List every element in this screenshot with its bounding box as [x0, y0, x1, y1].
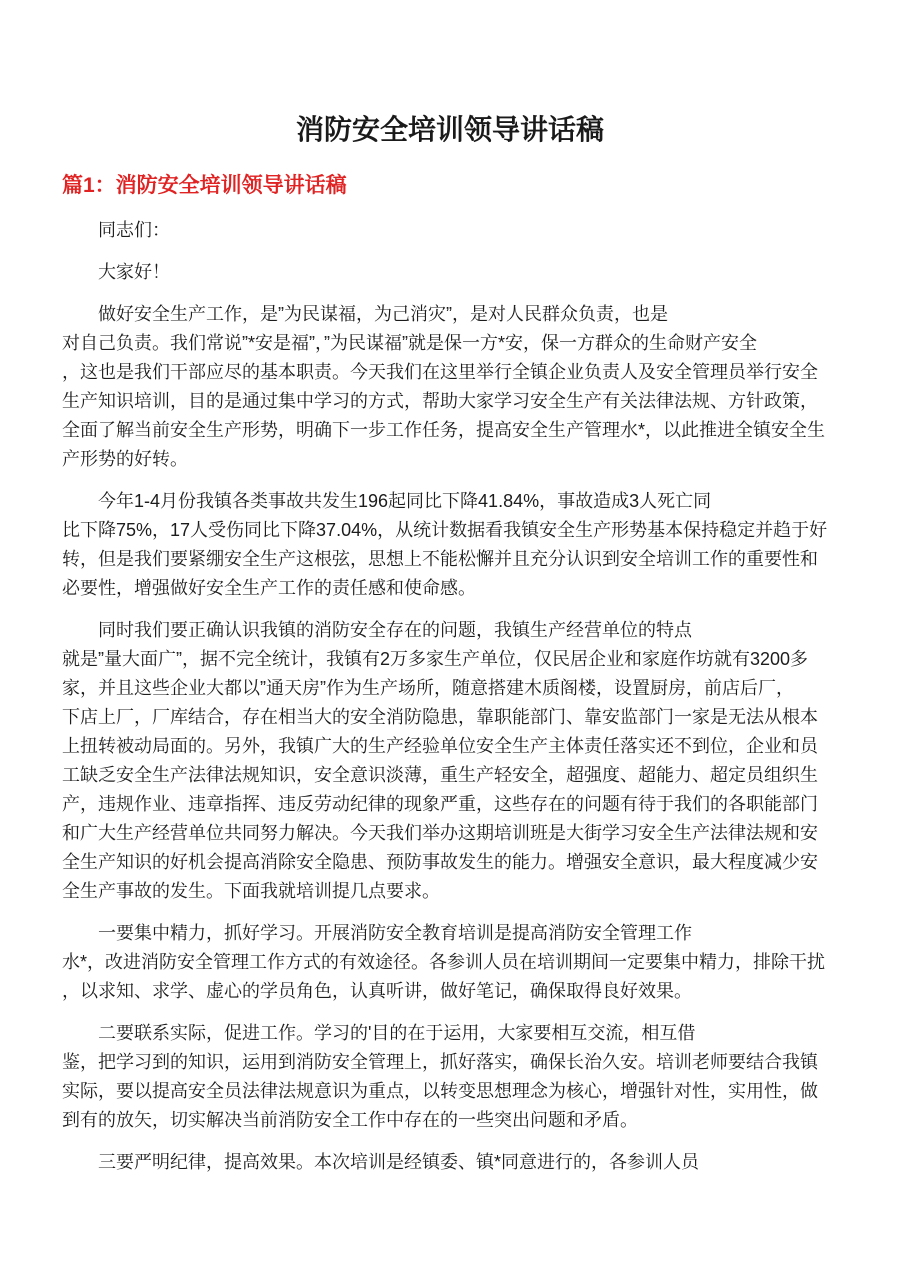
paragraph-line: 一要集中精力，抓好学习。开展消防安全教育培训是提高消防安全管理工作 — [98, 923, 692, 943]
paragraph-line: 家，并且这些企业大都以”通天房”作为生产场所，随意搭建木质阁楼，设置厨房，前店后厂， — [62, 678, 794, 698]
paragraph-line: 大家好！ — [98, 262, 170, 282]
paragraph-line: 实际，要以提高安全员法律法规意识为重点，以转变思想理念为核心，增强针对性，实用性，做 — [62, 1081, 818, 1101]
paragraph-line: 和广大生产经营单位共同努力解决。今天我们举办这期培训班是大街学习安全生产法律法规和安 — [62, 823, 818, 843]
paragraph-line: 转，但是我们要紧绷安全生产这根弦，思想上不能松懈并且充分认识到安全培训工作的重要性和 — [62, 549, 818, 569]
paragraph-line: ，以求知、求学、虚心的学员角色，认真听讲，做好笔记，确保取得良好效果。 — [62, 981, 692, 1001]
paragraph-line: 下店上厂，厂库结合，存在相当大的安全消防隐患，靠职能部门、靠安监部门一家是无法从根本 — [62, 707, 818, 727]
paragraph-line: 鉴，把学习到的知识，运用到消防安全管理上，抓好落实，确保长治久安。培训老师要结合我镇 — [62, 1052, 818, 1072]
paragraph — [62, 616, 838, 906]
paragraph-line: 水*，改进消防安全管理工作方式的有效途径。各参训人员在培训期间一定要集中精力，排除干扰 — [62, 952, 826, 972]
paragraph-line: 全面了解当前安全生产形势，明确下一步工作任务，提高安全生产管理水*，以此推进全镇安全生 — [62, 420, 826, 440]
paragraph-line: 今年1-4月份我镇各类事故共发生196起同比下降41.84%，事故造成3人死亡同 — [98, 491, 712, 511]
paragraph-line: 全生产事故的发生。下面我就培训提几点要求。 — [62, 881, 440, 901]
document-body — [62, 216, 838, 1177]
paragraph — [62, 919, 838, 1006]
paragraph-line: 就是”量大面广”，据不完全统计，我镇有2万多家生产单位，仅民居企业和家庭作坊就有3200多 — [62, 649, 809, 669]
section-heading: 篇1：消防安全培训领导讲话稿 — [62, 174, 347, 197]
paragraph — [62, 1148, 838, 1177]
paragraph-line: 同时我们要正确认识我镇的消防安全存在的问题，我镇生产经营单位的特点 — [98, 620, 692, 640]
paragraph-line: 二要联系实际，促进工作。学习的'目的在于运用，大家要相互交流，相互借 — [98, 1023, 696, 1043]
paragraph — [62, 216, 838, 245]
paragraph — [62, 487, 838, 603]
paragraph-line: 必要性，增强做好安全生产工作的责任感和使命感。 — [62, 578, 476, 598]
paragraph — [62, 258, 838, 287]
paragraph-line: 生产知识培训，目的是通过集中学习的方式，帮助大家学习安全生产有关法律法规、方针政策， — [62, 391, 818, 411]
paragraph — [62, 300, 838, 474]
paragraph-line: 三要严明纪律，提高效果。本次培训是经镇委、镇*同意进行的，各参训人员 — [98, 1152, 700, 1172]
paragraph-line: 产形势的好转。 — [62, 449, 188, 469]
paragraph-line: 同志们： — [98, 220, 170, 240]
paragraph-line: 对自己负责。我们常说”*安是福”，”为民谋福”就是保一方*安，保一方群众的生命财产安全 — [62, 333, 757, 353]
paragraph-line: 比下降75%，17人受伤同比下降37.04%，从统计数据看我镇安全生产形势基本保持稳定并趋于好 — [62, 520, 828, 540]
paragraph-line: 做好安全生产工作，是”为民谋福，为己消灾”，是对人民群众负责，也是 — [98, 304, 668, 324]
paragraph-line: 上扭转被动局面的。另外，我镇广大的生产经验单位安全生产主体责任落实还不到位，企业和员 — [62, 736, 818, 756]
paragraph-line: 产，违规作业、违章指挥、违反劳动纪律的现象严重，这些存在的问题有待于我们的各职能部门 — [62, 794, 818, 814]
paragraph-line: 工缺乏安全生产法律法规知识，安全意识淡薄，重生产轻安全，超强度、超能力、超定员组织生 — [62, 765, 818, 785]
document-title: 消防安全培训领导讲话稿 — [295, 114, 604, 145]
paragraph — [62, 1019, 838, 1135]
paragraph-line: 到有的放矢，切实解决当前消防安全工作中存在的一些突出问题和矛盾。 — [62, 1110, 638, 1130]
paragraph-line: 全生产知识的好机会提高消除安全隐患、预防事故发生的能力。增强安全意识，最大程度减少安 — [62, 852, 818, 872]
paragraph-line: ，这也是我们干部应尽的基本职责。今天我们在这里举行全镇企业负责人及安全管理员举行安全 — [62, 362, 818, 382]
